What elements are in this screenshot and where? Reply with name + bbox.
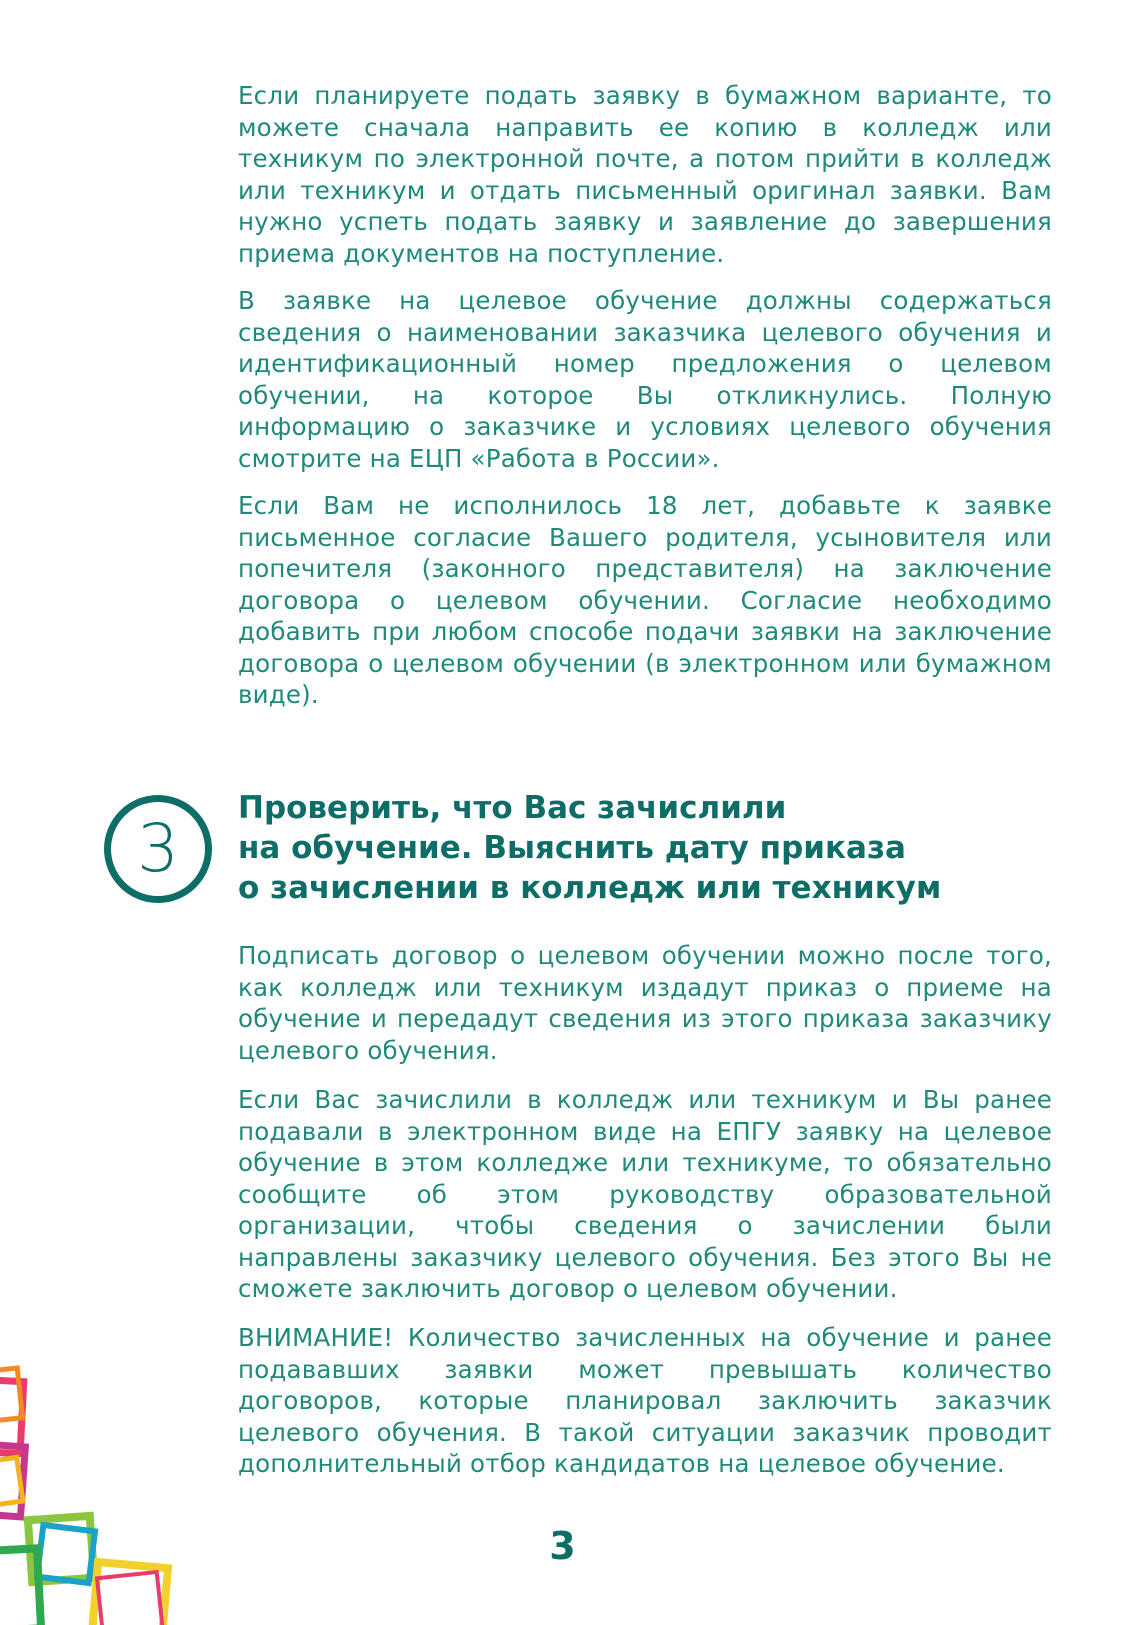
paragraph-enrollment-notice: Если Вас зачислили в колледж или техникум и Вы ранее подавали в электронном виде на ЕПГУ заявку на целевое обучение в этом колледже или техникуме, то обязательно сообщите об этом руководству образовательной организации, чтобы сведения о зачислении были направлены заказчику целевого обучения. Без этого Вы не сможете заключить договор о целевом обучении. [238,1085,1052,1303]
step-number-badge: 3 [104,795,212,903]
paragraph-paper-application: Если планируете подать заявку в бумажном варианте, то можете сначала направить ее копию в колледж или техникум по электронной почте, а потом прийти в колледж или техникум и отдать письменный оригинал заявки. Вам нужно успеть подать заявку и заявление до завершения приема документов на поступление. [238,81,1052,268]
paragraph-attention-warning: ВНИМАНИЕ! Количество зачисленных на обучение и ранее подававших заявки может превышать количество договоров, которые планировал заключить заказчик целевого обучения. В такой ситуации заказчик проводит дополнительный отбор кандидатов на целевое обучение. [238,1323,1052,1478]
step-heading-line: Проверить, что Вас зачислили [238,790,787,826]
step-heading-line: на обучение. Выяснить дату приказа [238,830,906,866]
paragraph-signing-contract: Подписать договор о целевом обучении можно после того, как колледж или техникум издадут приказ о приеме на обучение и передадут сведения из этого приказа заказчику целевого обучения. [238,941,1052,1065]
page-number: 3 [549,1524,576,1568]
decorative-squares-graphic [0,1350,200,1625]
paragraph-parental-consent: Если Вам не исполнилось 18 лет, добавьте к заявке письменное согласие Вашего родителя, усыновителя или попечителя (законного представителя) на заключение договора о целевом обучении. Согласие необходимо добавить при любом способе подачи заявки на заключение договора о целевом обучении (в электронном или бумажном виде). [238,491,1052,709]
step-heading [238,788,1038,908]
paragraph-application-contents: В заявке на целевое обучение должны содержаться сведения о наименовании заказчика целевого обучения и идентификационный номер предложения о целевом обучении, на которое Вы откликнулись. Полную информацию о заказчике и условиях целевого обучения смотрите на ЕЦП «Работа в России». [238,286,1052,473]
step-heading-line: о зачислении в колледж или техникум [238,870,942,906]
